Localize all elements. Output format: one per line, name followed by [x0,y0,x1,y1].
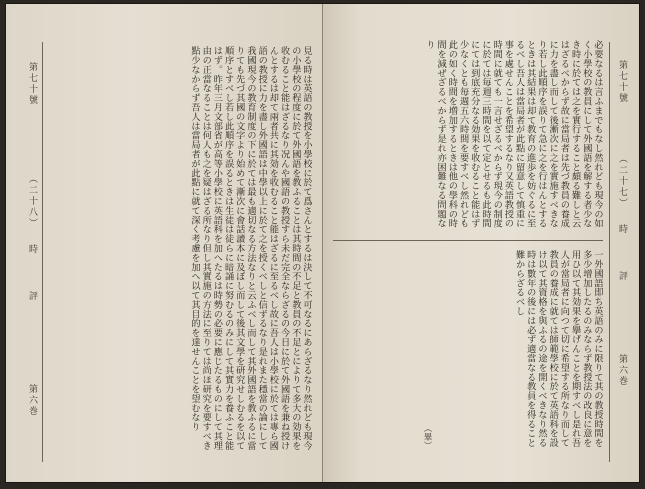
right-end-mark: （畢） [422,424,432,450]
right-volume-label: 第七十號 [617,60,627,104]
right-page [323,4,639,482]
left-header-rule [42,42,43,462]
left-body-text: 見る時は英語の教授を小學校に於て爲さんとするは決して不可なるにあらざるなり然れども現今の小學校の程度に於て外國語を教ふることは其時間の不足と教員の不足とによりて多大の効果を收むること能はざるなり况んや國語の教授すら未だ完全ならざるの今日に於て外國語を兼ね授けんとするは却て兩者共に其効を收むること能はざるに至るべし故に吾人は小學校に於ては專ら國語の教授に力を盡し外國語は中學以上に於て之を授くべしと信ずるなり是れまた穩當の論にして我國現今の教育制度の下に於ては最も適切なる方法なりと云ふべし而して其外國語を教ふるに當りても先づ其國の文字より始めて漸次に會話讀本に及ぼし而して後其文學を研究せしむるを以て順序とすべし若し此順序を誤るときは生徒は徒らに暗誦に努むるのみにして其實力を養ふこと能はず。昨年三月文部省が高等小學校に英語科を加へたるは時勢の必要に應じたるものにして其理由の正當なることは何人も之を疑はざる所なり但し其實施の方法に至りては尚ほ研究を要すべき點少なからず吾人は當局者が此點に就て深く考慮を加へ以て其目的を達せんことを望むなり [188,46,312,451]
left-page [6,4,322,482]
right-issue-label: 第六巻 [617,354,627,387]
book-spread [6,4,639,482]
right-header-rule [609,42,610,462]
right-body-main: 必要なるは言ふまでもなし然れども現今の如く小學校の教員にして外國語を解する者少なき時に於ては之を實行すること頗る難しと云はざるべからず故に當局者は先づ教員の養成に力を盡し而して後漸次に之を實施すべきなり若し此順序を誤りて急に之を行はんとするときは其結果は却て教育の進歩を妨ぐるに至るべし吾人は當局者が此點に留意して慎重に事を處せんことを希望するなり又英語教授の時間に就ても一言せざるべからず現今の制度に於ては毎週三時間を以て定とせるも此時間にては到底充分なる効果を收むること能はず少なくとも毎週五六時間を要すべし然れども此の如く時間を増加するときは他の學科の時間を減ぜざるべからず是れ亦困難なる問題なり [423,40,603,228]
right-section-rule [333,240,603,241]
left-issue-label: 第六巻 [27,384,37,417]
left-journal-title: 時 評 [27,244,37,314]
left-page-number: （二十八） [27,174,37,229]
right-page-number: （二十七） [617,154,627,209]
left-volume-label: 第七十號 [27,62,37,106]
right-body-lower: 一外國語即ち英語のみに限りて其の教授時間を多少增加したるのみならず教授法の改良に意を用ひ以て其効果を擧げんことを期すべし是れ吾人が當局者に向つて切に希望する所なり而して教員の養成に就ては師範學校に於て英語科を設け以て其資格を與ふるの途を開くべきなり然る時は數年の後には必ず適當なる教員を得ること難からざるべし [513,250,603,448]
right-journal-title: 時 評 [617,224,627,294]
